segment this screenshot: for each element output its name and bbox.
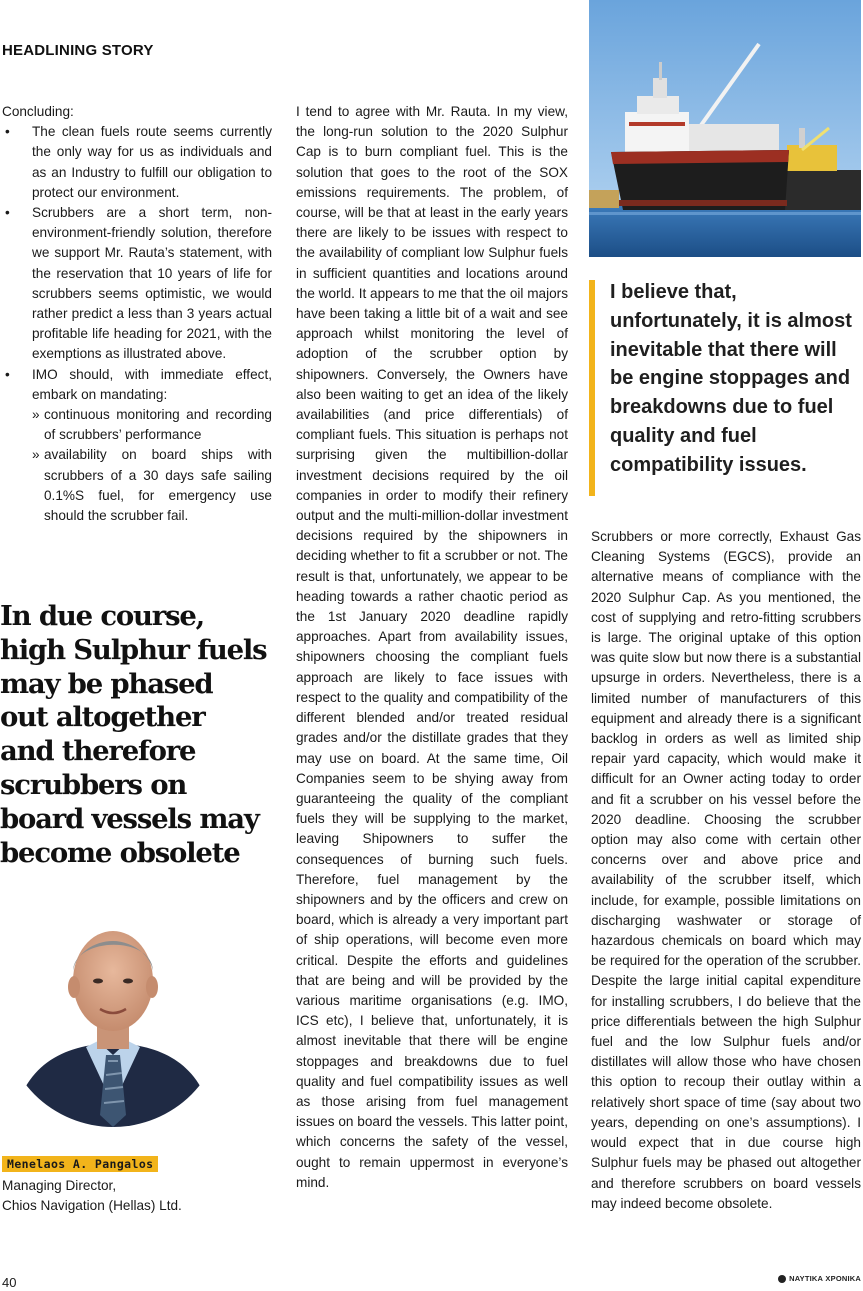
conclusion-bullet: • Scrubbers are a short term, non-environment-friendly solution, therefore we support Mr. Rauta’s statement, with the reservation that 10 years of life for scrubbers seems optimistic, we would rather predict a less than 3 years actual profitable life heading for 2021, with the exemptions as illustrated above. — [2, 203, 272, 365]
publication-logo-icon — [778, 1275, 786, 1283]
big-quote-line: scrubbers on — [0, 768, 187, 801]
big-quote-line: In due course, — [0, 600, 205, 632]
person-title — [2, 1176, 182, 1216]
tanker-photo — [589, 0, 861, 257]
conclusion-list — [2, 122, 272, 526]
big-quote-line: and therefore — [0, 735, 196, 768]
publication-logo — [778, 1274, 861, 1283]
pull-quote — [589, 278, 859, 496]
person-name-tag: Menelaos A. Pangalos — [2, 1156, 158, 1172]
column-2 — [296, 102, 568, 1193]
big-quote-line: become obsolete — [0, 836, 240, 869]
conclusion-bullet: • The clean fuels route seems currently the only way for us as individuals and as an Industry to fulfill our obligation to protect our environment. — [2, 122, 272, 203]
section-label: HEADLINING STORY — [2, 42, 154, 59]
pull-quote-text: I believe that, unfortunately, it is almost inevitable that there will be engine stoppages and breakdowns due to fuel quality and fuel compatibility issues. — [610, 281, 852, 476]
publication-name: ΝΑΥΤΙΚΑ ΧΡΟΝΙΚΑ — [789, 1274, 861, 1283]
pull-quote-bar — [589, 280, 595, 496]
body-paragraph: Scrubbers or more correctly, Exhaust Gas Cleaning Systems (EGCS), provide an alternative means of compliance with the 2020 Sulphur Cap. As you mentioned, the cost of supplying and retro-fitting scrubbers is large. The original uptake of this option was quite slow but now there is a substantial upsurge in orders. Nevertheless, there is a limited number of manufacturers of this equipment and already there is a significant backlog in orders as well as limited ship repair yard capacity, which would make it difficult for an Owner acting today to order and fit a scrubber on his vessel before the 2020 deadline. Choosing the scrubber option may also come with certain other concerns over and above price and availability of the scrubber itself, which include, for example, possible limitations on discharging washwater or storage of hazardous chemicals on board which may be required for the operation of the scrubber. Despite the large initial capital expenditure for installing scrubbers, I do believe that the price differentials between the high Sulphur fuel and the low Sulphur fuels and/or distillates will allow those who have chosen this option to recoup their outlay within a relatively short space of time (say about two years, depending on one’s assumptions). I would expect that in due course high Sulphur fuels may be phased out altogether and therefore scrubbers on board vessels may indeed become obsolete. — [591, 529, 861, 1211]
big-quote-line: may be phased — [0, 667, 213, 700]
person-company: Chios Navigation (Hellas) Ltd. — [2, 1198, 182, 1213]
portrait-illustration — [2, 905, 224, 1127]
big-quote-line: high Sulphur fuels — [0, 633, 267, 666]
column-1 — [2, 102, 272, 526]
conclusion-bullet — [2, 365, 272, 527]
imo-sub-list — [32, 405, 272, 526]
body-paragraph: I tend to agree with Mr. Rauta. In my view, the long-run solution to the 2020 Sulphur Cap is to burn compliant fuel. This is the solution that goes to the root of the SOX emissions requirements. The problem, of course, will be that at least in the early years there are likely to be issues with respect to the availability of compliant low Sulphur fuels in sufficient quantities and locations around the world. It appears to me that the oil majors have been taking a little bit of a wait and see approach whilst monitoring the level of adoption of the scrubber option by shipowners. Conversely, the Owners have also been waiting to get an idea of the likely availabilities (and price differentials) of compliant fuels. This situation is perhaps not surprising given the multibillion-dollar investment decisions required by the oil companies in order to modify their refinery output and the multi-million-dollar investment decisions required by the shipowners in deciding whether to fit a scrubber or not. The result is that, unfortunately, we appear to be heading towards a rather chaotic period as the 1st January 2020 deadline rapidly approaches. Apart from availability issues, shipowners choosing the compliant fuels approach are likely to face issues with respect to the quality and compatibility of the different blended and/or treated residual grades and/or the distillate grades that they may use on board. At the same time, Oil Companies seem to be shying away from guaranteeing the quality of the compliant fuels they will be supplying to the market, leaving Shipowners to suffer the consequences of burning such fuels. Therefore, fuel management by the shipowners and by the officers and crew on board, which is already a very important part of ship operations, will become even more critical. Despite the efforts and guidelines that are being and will be provided by the various maritime organisations (e.g. IMO, ICS etc), I believe that, unfortunately, it is almost inevitable that there will be engine stoppages and breakdowns due to fuel quality and fuel compatibility issues as well as those arising from fuel management issues on board the vessels. This latter point, which concerns the safety of the vessel, ought to remain uppermost in everyone’s mind. — [296, 104, 569, 1190]
conclusion-bullet-text: IMO should, with immediate effect, embark on mandating: — [32, 366, 272, 402]
imo-sub-item: » continuous monitoring and recording of scrubbers’ performance — [32, 405, 272, 445]
big-pull-quote — [0, 600, 275, 870]
portrait-photo — [2, 905, 224, 1127]
big-quote-line: board vessels may — [0, 802, 259, 835]
conclusion-intro: Concluding: — [2, 104, 74, 119]
imo-sub-item: » availability on board ships with scrubbers of a 30 days safe sailing 0.1%S fuel, for emergency use should the scrubber fail. — [32, 445, 272, 526]
tanker-illustration — [589, 0, 861, 257]
page-number: 40 — [2, 1275, 17, 1290]
big-quote-line: out altogether — [0, 701, 205, 734]
person-role: Managing Director, — [2, 1178, 117, 1193]
column-3 — [591, 527, 861, 1214]
